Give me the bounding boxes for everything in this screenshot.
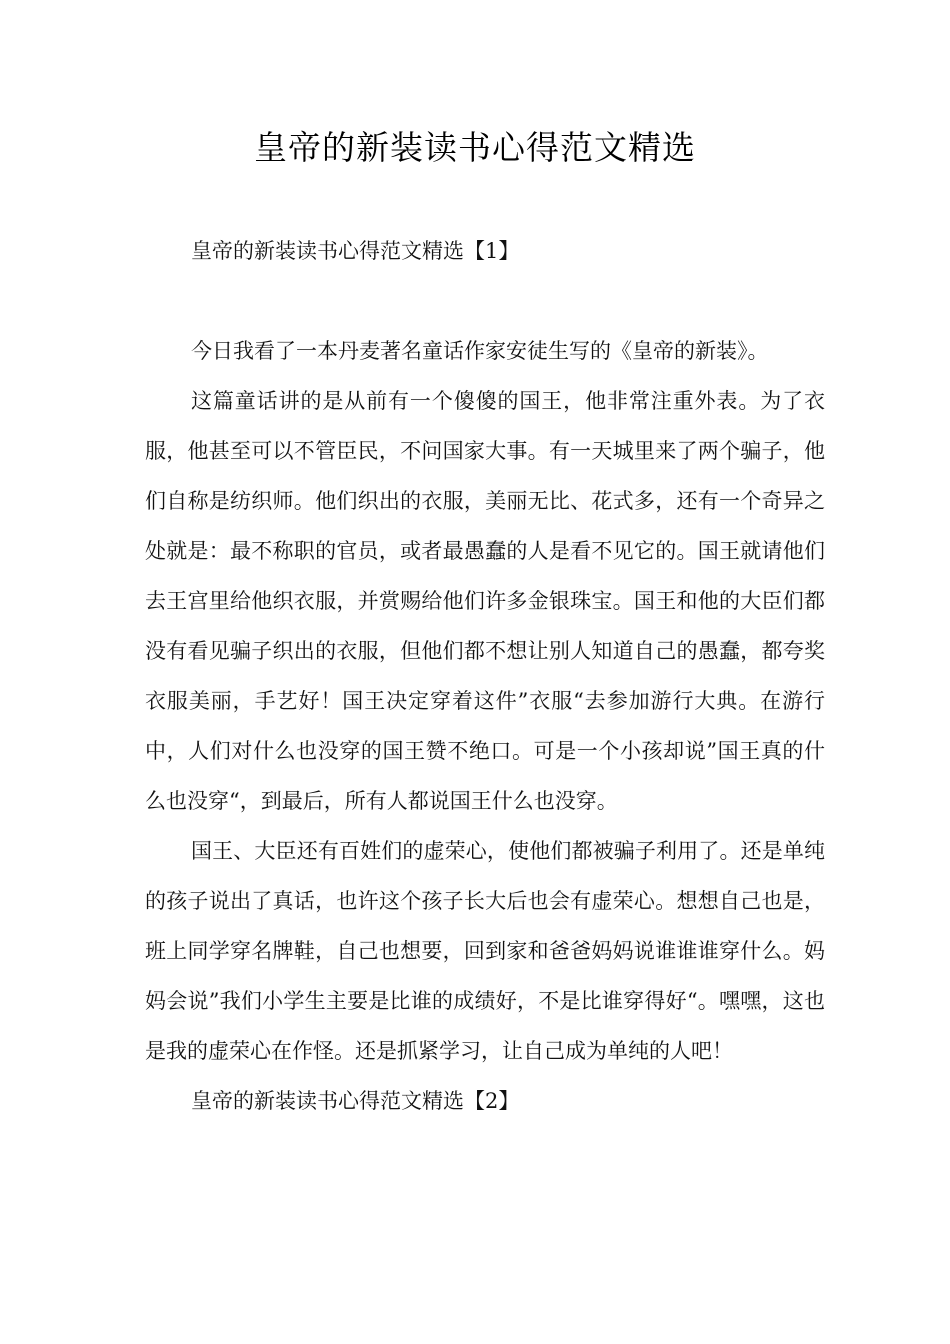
document-body	[145, 226, 825, 1126]
paragraph-intro: 今日我看了一本丹麦著名童话作家安徒生写的《皇帝的新装》。	[191, 339, 769, 363]
paragraph-story: 这篇童话讲的是从前有一个傻傻的国王，他非常注重外表。为了衣服，他甚至可以不管臣民，不问国家大事。有一天城里来了两个骗子，他们自称是纺织师。他们织出的衣服，美丽无比、花式多，还有一个奇异之处就是：最不称职的官员，或者最愚蠢的人是看不见它的。国王就请他们去王宫里给他织衣服，并赏赐给他们许多金银珠宝。国王和他的大臣们都没有看见骗子织出的衣服，但他们都不想让别人知道自己的愚蠢，都夸奖衣服美丽，手艺好！国王决定穿着这件”衣服“去参加游行大典。在游行中，人们对什么也没穿的国王赞不绝口。可是一个小孩却说”国王真的什么也没穿“，到最后，所有人都说国王什么也没穿。	[145, 389, 825, 813]
paragraph-reflection: 国王、大臣还有百姓们的虚荣心，使他们都被骗子利用了。还是单纯的孩子说出了真话，也许这个孩子长大后也会有虚荣心。想想自己也是，班上同学穿名牌鞋，自己也想要，回到家和爸爸妈妈说谁谁谁穿什么。妈妈会说”我们小学生主要是比谁的成绩好，不是比谁穿得好“。嘿嘿，这也是我的虚荣心在作怪。还是抓紧学习，让自己成为单纯的人吧！	[145, 839, 825, 1063]
section-heading-1: 皇帝的新装读书心得范文精选【1】	[191, 239, 520, 263]
document-title: 皇帝的新装读书心得范文精选	[254, 128, 696, 167]
section-heading-2: 皇帝的新装读书心得范文精选【2】	[191, 1089, 520, 1113]
